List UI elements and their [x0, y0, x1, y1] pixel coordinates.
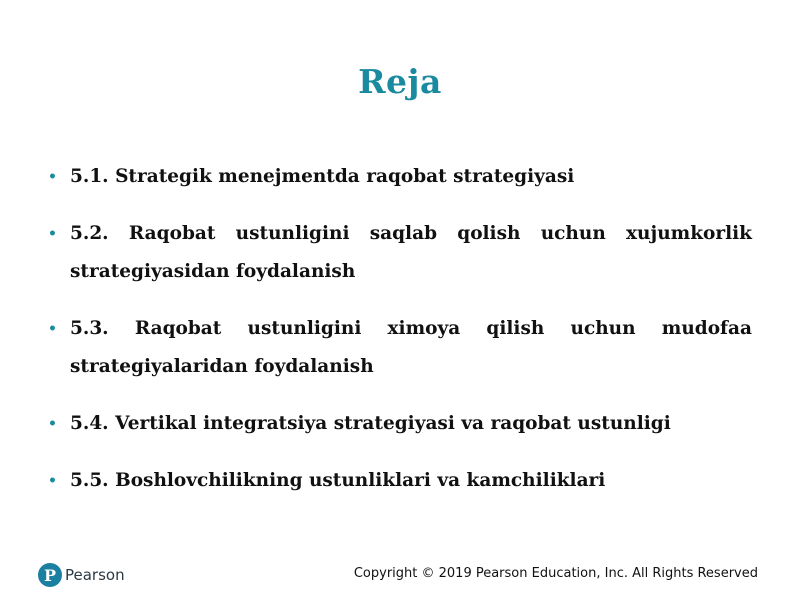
agenda-item — [48, 158, 752, 196]
agenda-item-text: 5.1. Strategik menejmentda raqobat strategiyasi — [70, 166, 575, 187]
bullet-icon: • — [48, 169, 57, 185]
agenda-item — [48, 310, 752, 386]
bullet-icon: • — [48, 321, 57, 337]
copyright-notice: Copyright © 2019 Pearson Education, Inc. All Rights Reserved — [353, 566, 758, 581]
agenda-item-text: 5.3. Raqobat ustunligini ximoya qilish uchun mudofaa strategiyalaridan foydalanish — [70, 318, 752, 377]
agenda-item-text: 5.5. Boshlovchilikning ustunliklari va kamchiliklari — [70, 470, 606, 491]
bullet-icon: • — [48, 226, 57, 242]
agenda-list — [48, 158, 752, 519]
bullet-icon: • — [48, 416, 57, 432]
bullet-icon: • — [48, 473, 57, 489]
pearson-logo-text: Pearson — [65, 566, 125, 584]
agenda-item — [48, 215, 752, 291]
pearson-logo-icon: P — [38, 563, 62, 587]
slide-title: Reja — [358, 62, 442, 101]
pearson-logo — [38, 562, 125, 588]
agenda-item — [48, 405, 752, 443]
agenda-item-text: 5.2. Raqobat ustunligini saqlab qolish uchun xujumkorlik strategiyasidan foydalanish — [70, 223, 752, 282]
agenda-item — [48, 462, 752, 500]
agenda-item-text: 5.4. Vertikal integratsiya strategiyasi va raqobat ustunligi — [70, 413, 671, 434]
